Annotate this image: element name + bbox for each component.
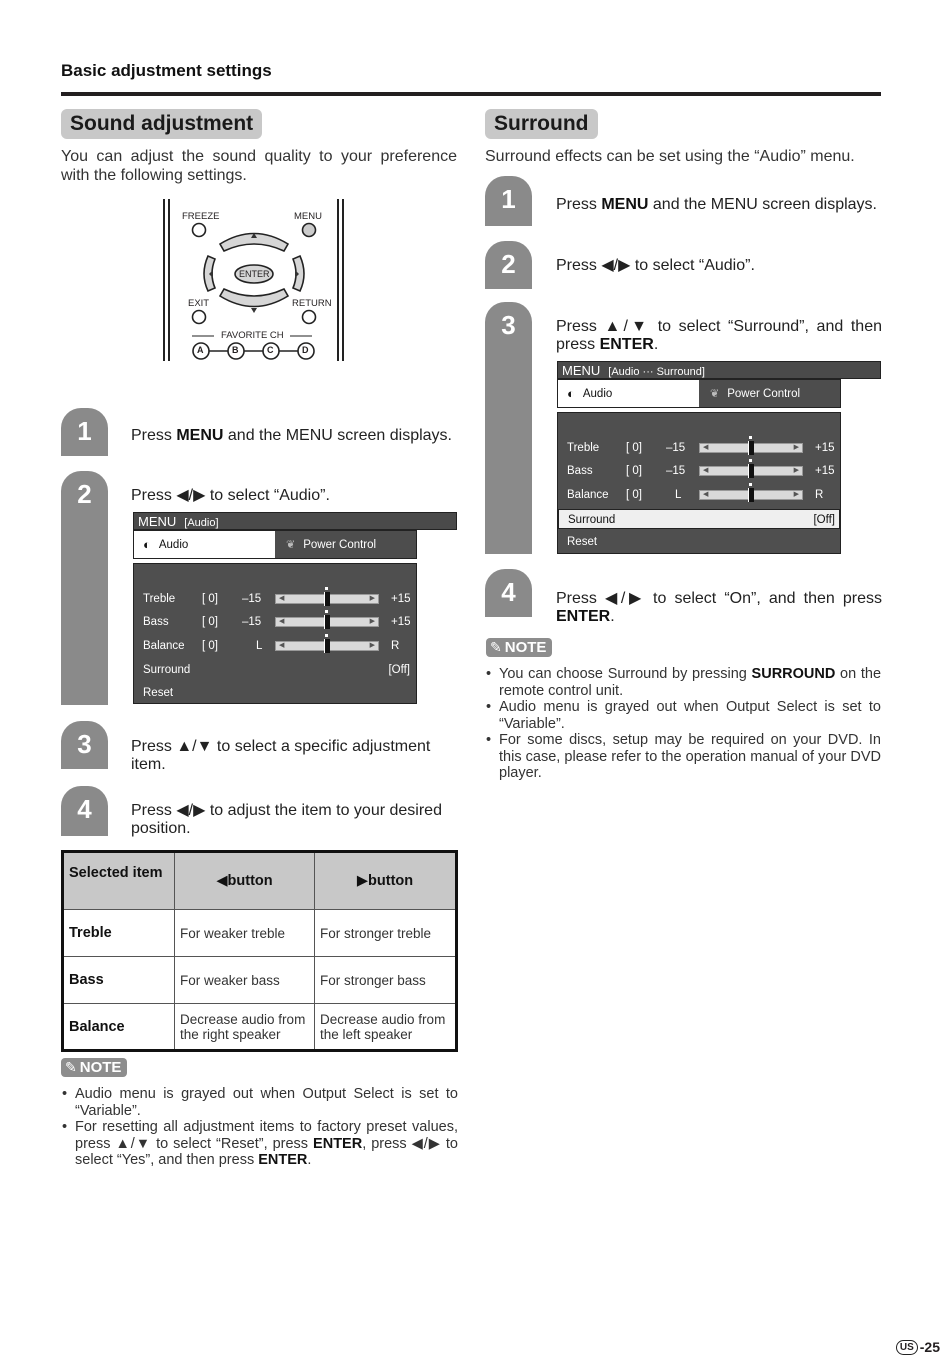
- treble-value: [ 0]: [202, 593, 218, 605]
- left-note-label: NOTE: [79, 1059, 122, 1076]
- header-divider: [61, 92, 881, 96]
- reset-label: Reset: [143, 687, 174, 699]
- right-step-3-number: 3: [501, 310, 516, 340]
- balance-slider-knob[interactable]: [748, 488, 754, 502]
- power-control-tab-label: Power Control: [727, 387, 801, 400]
- menu-button-label: MENU: [294, 211, 322, 222]
- table-row: [63, 1004, 457, 1051]
- treble-slider[interactable]: ◀ ▶: [699, 443, 803, 453]
- menu-tabs: [133, 530, 417, 559]
- balance-row[interactable]: [134, 636, 416, 656]
- balance-min: L: [256, 640, 263, 652]
- left-step-2-tab: [61, 471, 108, 705]
- bass-min: –15: [666, 465, 686, 477]
- right-note-list: [485, 666, 881, 782]
- note-text: For resetting all adjustment items to factory preset values, press ▲/▼ to select “Reset”, press: [75, 1119, 458, 1152]
- treble-min: –15: [666, 442, 686, 454]
- note-text: You can choose Surround by pressing: [499, 666, 752, 682]
- right-step-2-text: Press ◀/▶ to select “Audio”.: [556, 257, 755, 274]
- right-step-3-post: .: [653, 336, 659, 353]
- page-number: [896, 1339, 940, 1355]
- menu-title: MENU: [562, 363, 601, 378]
- bass-max: +15: [815, 465, 835, 477]
- sound-adjustment-intro: You can adjust the sound quality to your preference with the following settings.: [61, 148, 457, 184]
- balance-min: L: [675, 489, 682, 501]
- bass-slider-knob[interactable]: [324, 615, 330, 629]
- power-control-tab[interactable]: [699, 380, 840, 407]
- right-note-badge: [486, 638, 552, 657]
- favorite-b-label: B: [232, 345, 239, 355]
- left-step-4-number: 4: [77, 794, 92, 824]
- right-step-3-tab: [485, 302, 532, 554]
- header-selected-item: Selected item: [63, 852, 175, 910]
- treble-row[interactable]: [558, 438, 840, 458]
- bass-row[interactable]: [134, 612, 416, 632]
- left-step-2-number: 2: [77, 479, 92, 509]
- table-row: [63, 910, 457, 957]
- surround-value: [Off]: [813, 514, 835, 526]
- left-step-4-tab: [61, 786, 108, 836]
- bass-max: +15: [391, 616, 411, 628]
- menu-title-bar: [133, 512, 457, 530]
- treble-label: Treble: [567, 442, 600, 454]
- right-note-item-2: • Audio menu is grayed out when Output Select is set to “Variable”.: [485, 699, 881, 732]
- page-section-title: Basic adjustment settings: [61, 61, 272, 80]
- pencil-icon: ✎: [490, 639, 502, 655]
- right-note-item-1: [485, 666, 881, 699]
- table-cell-item: Balance: [63, 1004, 175, 1051]
- table-header-row: [63, 852, 457, 910]
- balance-label: Balance: [567, 489, 609, 501]
- surround-value: [Off]: [388, 664, 410, 676]
- balance-slider-knob[interactable]: [324, 639, 330, 653]
- right-step-4-text: [556, 590, 882, 626]
- right-step-3-keyword: ENTER: [599, 336, 654, 353]
- favorite-d-label: D: [302, 345, 309, 355]
- favorite-ch-label: FAVORITE CH: [221, 330, 284, 341]
- sound-adjustment-heading: Sound adjustment: [61, 109, 262, 139]
- bass-value: [ 0]: [626, 465, 642, 477]
- table-cell-left: For weaker treble: [175, 910, 315, 957]
- audio-tab[interactable]: [558, 380, 699, 407]
- menu-breadcrumb: [Audio]: [184, 517, 219, 529]
- table-cell-item: Bass: [63, 957, 175, 1004]
- left-note-badge: [61, 1058, 127, 1077]
- balance-center-mark: [749, 483, 752, 486]
- treble-center-mark: [325, 587, 328, 590]
- treble-row[interactable]: [134, 589, 416, 609]
- table-cell-item: Treble: [63, 910, 175, 957]
- note-keyword: SURROUND: [751, 666, 836, 682]
- treble-min: –15: [242, 593, 262, 605]
- right-step-1-text: [556, 196, 882, 214]
- right-note-label: NOTE: [504, 639, 547, 656]
- left-step-4-text: Press ◀/▶ to adjust the item to your desired position.: [131, 802, 442, 837]
- audio-tab-label: Audio: [158, 538, 189, 551]
- left-step-1-pre: Press: [131, 427, 177, 444]
- surround-menu-screen: [557, 361, 881, 379]
- treble-slider[interactable]: ◀ ▶: [275, 594, 379, 604]
- right-step-2-tab: [485, 241, 532, 289]
- bass-row[interactable]: [558, 461, 840, 481]
- adjustment-table: [61, 850, 458, 1052]
- right-step-1-tab: [485, 176, 532, 226]
- balance-max: R: [391, 640, 400, 652]
- left-step-3-tab: [61, 721, 108, 769]
- right-step-4-number: 4: [501, 577, 516, 607]
- treble-slider-knob[interactable]: [748, 441, 754, 455]
- audio-tab-label: Audio: [582, 387, 613, 400]
- balance-max: R: [815, 489, 824, 501]
- leaf-icon: ❦: [710, 388, 720, 400]
- right-step-3-text: [556, 318, 882, 354]
- header-left-button: ◀button: [175, 852, 315, 910]
- note-text: on the remote control unit.: [499, 666, 882, 699]
- enter-button-label: ENTER: [239, 269, 270, 279]
- exit-button-label: EXIT: [188, 298, 210, 309]
- power-control-tab-label: Power Control: [303, 538, 377, 551]
- speaker-icon: ◐: [567, 386, 575, 401]
- bass-label: Bass: [567, 465, 593, 477]
- menu-tabs: [557, 379, 841, 408]
- speaker-icon: ◐: [143, 537, 151, 552]
- favorite-a-label: A: [197, 345, 204, 355]
- surround-row-selected[interactable]: [558, 509, 840, 529]
- table-cell-right: For stronger bass: [315, 957, 457, 1004]
- bass-slider[interactable]: ◀ ▶: [275, 617, 379, 627]
- right-step-3-pre: Press ▲/▼ to select “Surround”, and then press: [556, 318, 882, 353]
- balance-row[interactable]: [558, 485, 840, 505]
- treble-label: Treble: [143, 593, 176, 605]
- menu-title: MENU: [138, 514, 177, 529]
- surround-label: Surround: [568, 514, 616, 526]
- treble-max: +15: [815, 442, 835, 454]
- favorite-c-label: C: [267, 345, 274, 355]
- bass-center-mark: [325, 610, 328, 613]
- reset-row[interactable]: [134, 683, 416, 703]
- left-step-1-keyword: MENU: [176, 427, 224, 444]
- left-step-1-post: and the MENU screen displays.: [223, 427, 452, 444]
- left-step-3-number: 3: [77, 729, 92, 759]
- region-badge: US: [896, 1340, 918, 1355]
- note-text: , press ◀/▶ to select “Yes”, and then press: [75, 1135, 458, 1168]
- right-step-1-keyword: MENU: [601, 196, 649, 213]
- bass-slider-knob[interactable]: [748, 464, 754, 478]
- left-note-item-1: • Audio menu is grayed out when Output Select is set to “Variable”.: [61, 1086, 458, 1119]
- menu-breadcrumb: [Audio ··· Surround]: [608, 366, 705, 378]
- left-note-item-2: [61, 1119, 458, 1169]
- reset-row[interactable]: [558, 532, 840, 552]
- header-right-button: ▶button: [315, 852, 457, 910]
- balance-value: [ 0]: [202, 640, 218, 652]
- return-button-label: RETURN: [292, 298, 332, 309]
- left-step-3-text: Press ▲/▼ to select a specific adjustment item.: [131, 738, 431, 773]
- table-row: [63, 957, 457, 1004]
- table-cell-left: Decrease audio from the right speaker: [175, 1004, 315, 1051]
- audio-menu-screen: [133, 512, 457, 530]
- menu-title-bar: [557, 361, 881, 379]
- right-step-2-number: 2: [501, 249, 516, 279]
- balance-center-mark: [325, 634, 328, 637]
- bass-center-mark: [749, 459, 752, 462]
- right-step-4-pre: Press ◀/▶ to select “On”, and then press: [556, 590, 882, 607]
- page-number-text: -25: [919, 1339, 940, 1355]
- note-text: .: [307, 1152, 312, 1168]
- note-keyword: ENTER: [313, 1135, 363, 1152]
- table-cell-right: Decrease audio from the left speaker: [315, 1004, 457, 1051]
- table-cell-left: For weaker bass: [175, 957, 315, 1004]
- bass-slider[interactable]: ◀ ▶: [699, 466, 803, 476]
- treble-center-mark: [749, 436, 752, 439]
- bass-label: Bass: [143, 616, 169, 628]
- right-step-1-number: 1: [501, 184, 516, 214]
- surround-intro: Surround effects can be set using the “Audio” menu.: [485, 148, 855, 165]
- right-step-1-pre: Press: [556, 196, 602, 213]
- note-keyword: ENTER: [258, 1152, 308, 1168]
- power-control-tab[interactable]: [275, 531, 416, 558]
- bass-value: [ 0]: [202, 616, 218, 628]
- balance-slider[interactable]: ◀ ▶: [699, 490, 803, 500]
- remote-control-illustration: [162, 199, 348, 363]
- leaf-icon: ❦: [286, 539, 296, 551]
- right-step-1-post: and the MENU screen displays.: [648, 196, 877, 213]
- table-cell-right: For stronger treble: [315, 910, 457, 957]
- freeze-button-label: FREEZE: [182, 211, 220, 222]
- treble-max: +15: [391, 593, 411, 605]
- pencil-icon: ✎: [65, 1059, 77, 1075]
- balance-slider[interactable]: ◀ ▶: [275, 641, 379, 651]
- treble-slider-knob[interactable]: [324, 592, 330, 606]
- audio-settings-panel: [133, 563, 417, 704]
- left-step-2-text: Press ◀/▶ to select “Audio”.: [131, 487, 330, 504]
- surround-settings-panel: [557, 412, 841, 554]
- surround-label: Surround: [143, 664, 191, 676]
- surround-heading: Surround: [485, 109, 598, 139]
- surround-row[interactable]: [134, 660, 416, 680]
- left-note-list: [61, 1086, 458, 1169]
- left-step-1-number: 1: [77, 416, 92, 446]
- balance-value: [ 0]: [626, 489, 642, 501]
- balance-label: Balance: [143, 640, 185, 652]
- reset-label: Reset: [567, 536, 598, 548]
- right-step-4-keyword: ENTER: [556, 608, 611, 625]
- left-step-1-tab: [61, 408, 108, 456]
- right-step-4-post: .: [610, 608, 615, 625]
- audio-tab[interactable]: [134, 531, 275, 558]
- left-step-1-text: [131, 427, 458, 445]
- right-step-4-tab: [485, 569, 532, 617]
- right-note-item-3: • For some discs, setup may be required on your DVD. In this case, please refer to the operation manual of your DVD player.: [485, 732, 881, 782]
- bass-min: –15: [242, 616, 262, 628]
- treble-value: [ 0]: [626, 442, 642, 454]
